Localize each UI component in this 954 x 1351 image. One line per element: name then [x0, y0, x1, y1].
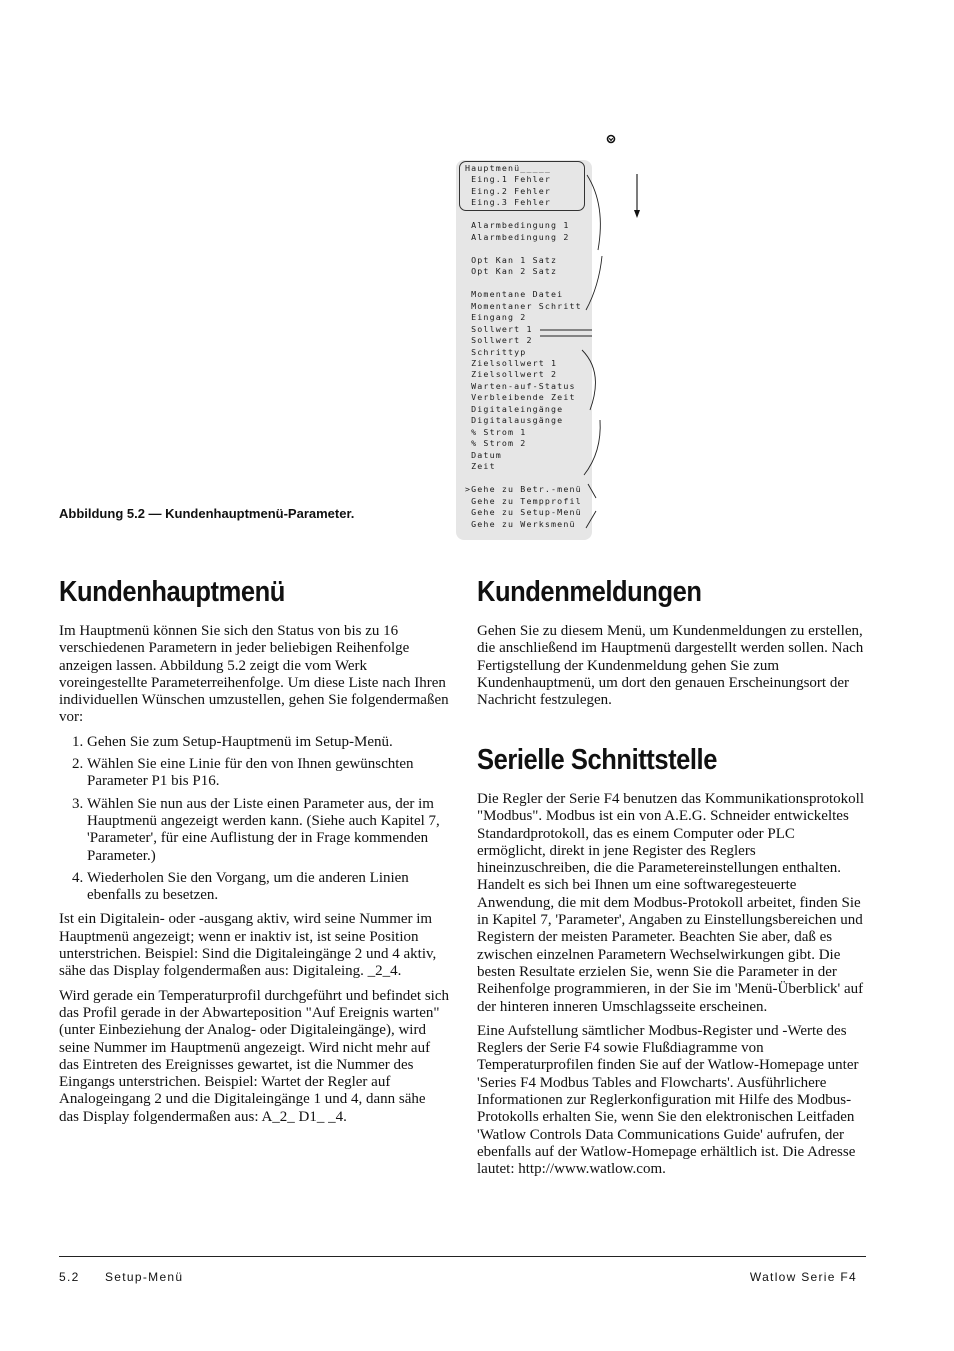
footer-rule: [59, 1256, 866, 1257]
footer-page-number: 5.2: [59, 1270, 80, 1284]
heading-serielle-schnittstelle: Serielle Schnittstelle: [477, 744, 717, 776]
profile-wait-paragraph: Wird gerade ein Temperaturprofil durchgeführt und befindet sich das Profil gerade in der Abwarteposition "Auf Ereignis warten" (unter Einbeziehung der Analog- oder Digitaleingänge), wird seine Nummer im Hauptmenü angezeigt. Wird nicht mehr auf das Eintreten des Ereignisses gewartet, ist die Nummer des Eingangs unterstrichen. Beispiel: Wartet der Regler auf Analogeingang 2 und die Digitaleingänge 1 und 4, dann sähe das Display folgendermaßen aus: A_2_ D1_ _4.: [59, 987, 450, 1125]
serielle-section: [477, 791, 867, 1186]
digital-io-paragraph: Ist ein Digitalein- oder -ausgang aktiv, wird seine Nummer im Hauptmenü angezeigt; wenn er inaktiv ist, ist seine Position unterstrichen. Beispiel: Sind die Digitaleingänge 2 und 4 aktiv, sähe das Display folgendermaßen aus: Digitaleing. _2_4.: [59, 911, 437, 980]
menu-item: Eing.1 Fehler: [465, 174, 552, 185]
menu-item: Verbleibende Zeit: [465, 392, 576, 403]
heading-kundenhauptmenue: Kundenhauptmenü: [59, 576, 285, 608]
menu-item: Eing.2 Fehler: [465, 185, 552, 196]
menu-item: Datum: [465, 449, 502, 460]
heading-kundenmeldungen: Kundenmeldungen: [477, 576, 702, 608]
menu-item: Schrittyp: [465, 346, 527, 357]
intro-paragraph: Im Hauptmenü können Sie sich den Status von bis zu 16 verschiedenen Parametern in jeder beliebigen Reihenfolge anzeigen lassen. Abbildung 5.2 zeigt die vom Werk voreingestellte Parameterreihenfolge. Um diese Liste nach Ihren individuellen Wünschen umzustellen, gehen Sie folgendermaßen vor:: [59, 623, 449, 726]
menu-item: Eingang 2: [465, 312, 527, 323]
bracket-5: [588, 484, 596, 498]
figure-caption: Abbildung 5.2 — Kundenhauptmenü-Parameter.: [59, 506, 355, 521]
menu-item: Zielsollwert 1: [465, 357, 558, 368]
menu-item: Sollwert 1: [465, 323, 533, 334]
menu-item: Opt Kan 1 Satz: [465, 254, 558, 265]
modbus-paragraph: Die Regler der Serie F4 benutzen das Kommunikationsprotokoll "Modbus". Modbus ist ein von A.E.G. Schneider entwickeltes Standardprotokoll, das es einem Computer oder PLC ermöglicht, direkt in jene Register des Reglers hineinzuschreiben, die die Parametereinstellungen enthalten. Handelt es sich bei Ihnen um eine softwaregesteuerte Anwendung, die mit dem Modbus-Protokoll arbeitet, finden Sie in Kapitel 7, 'Parameter', Angaben zu Einstellungsbereichen und Registern der meisten Parameter. Beachten Sie aber, daß es zwischen einzelnen Parametern Wechselwirkungen gibt. Die besten Resultate erzielen Sie, wenn Sie die Parameter in der Reihenfolge programmieren, in der Sie im 'Menü-Überblick' auf der hinteren inneren Umschlagsseite erscheinen.: [477, 791, 865, 1015]
menu-item: Sollwert 2: [465, 335, 533, 346]
bracket-3: [582, 350, 595, 410]
down-key-icon: [608, 136, 615, 143]
footer-product: Watlow Serie F4: [749, 1270, 857, 1284]
menu-item: Gehe zu Werksmenü: [465, 518, 576, 529]
kundenmeldungen-section: [477, 623, 867, 716]
menu-item: >Gehe zu Betr.-menü: [465, 484, 582, 495]
menu-item: Gehe zu Tempprofil: [465, 495, 582, 506]
menu-item: Opt Kan 2 Satz: [465, 266, 558, 277]
menu-item: Alarmbedingung 2: [465, 231, 570, 242]
menu-item: Digitalausgänge: [465, 415, 564, 426]
bracket-2: [586, 256, 602, 310]
menu-item: Momentane Datei: [465, 289, 564, 300]
watlow-homepage-paragraph: Eine Aufstellung sämtlicher Modbus-Register und -Werte des Reglers der Serie F4 sowie Flußdiagramme von Temperaturprofilen finden Sie auf der Watlow-Homepage unter 'Series F4 Modbus Tables and Flowcharts'. Ausführlichere Informationen zur Reglerkonfiguration mit Hilfe des Modbus-Protokolls erhalten Sie, wenn Sie den elektronischen Leitfaden 'Watlow Controls Data Communications Guide' aufrufen, der ebenfalls auf der Watlow-Homepage erhältlich ist. Die Adresse lautet: http://www.watlow.com.: [477, 1022, 859, 1178]
scroll-arrow-head: [634, 210, 640, 218]
menu-title: Hauptmenü_____: [465, 163, 552, 173]
menu-item: Zielsollwert 2: [465, 369, 558, 380]
menu-item: Gehe zu Setup-Menü: [465, 507, 582, 518]
left-column: [59, 623, 449, 1133]
steps-list: [59, 734, 449, 905]
down-key-chevron: [609, 138, 613, 140]
menu-item: Alarmbedingung 1: [465, 220, 570, 231]
menu-item: Digitaleingänge: [465, 403, 564, 414]
kundenmeldungen-paragraph: Gehen Sie zu diesem Menü, um Kundenmeldungen zu erstellen, die anschließend im Hauptmenü dargestellt werden sollen. Nach Fertigstellung der Kundenmeldung gehen Sie zum Kundenhauptmenü, um dort den genauen Erscheinungsort der Nachricht festzulegen.: [477, 623, 864, 709]
menu-item: Eing.3 Fehler: [465, 197, 552, 208]
bracket-4: [584, 420, 600, 475]
bracket-1: [587, 175, 600, 250]
menu-item: % Strom 1: [465, 426, 527, 437]
footer-section: Setup-Menü: [105, 1270, 184, 1284]
menu-item: Zeit: [465, 461, 496, 472]
menu-item: % Strom 2: [465, 438, 527, 449]
bracket-6: [586, 511, 596, 528]
list-item: 4. Wiederholen Sie den Vorgang, um die anderen Linien ebenfalls zu besetzen.: [87, 870, 449, 905]
list-item: 3. Wählen Sie nun aus der Liste einen Parameter aus, der im Hauptmenü angezeigt werden kann. (Siehe auch Kapitel 7, 'Parameter', für eine Auflistung der in Frage kommenden Parameter.): [87, 796, 449, 865]
list-item: 2. Wählen Sie eine Linie für den von Ihnen gewünschten Parameter P1 bis P16.: [87, 756, 449, 791]
menu-item: Momentaner Schritt: [465, 300, 582, 311]
menu-item: Warten-auf-Status: [465, 380, 576, 391]
list-item: 1. Gehen Sie zum Setup-Hauptmenü im Setup-Menü.: [87, 734, 449, 751]
